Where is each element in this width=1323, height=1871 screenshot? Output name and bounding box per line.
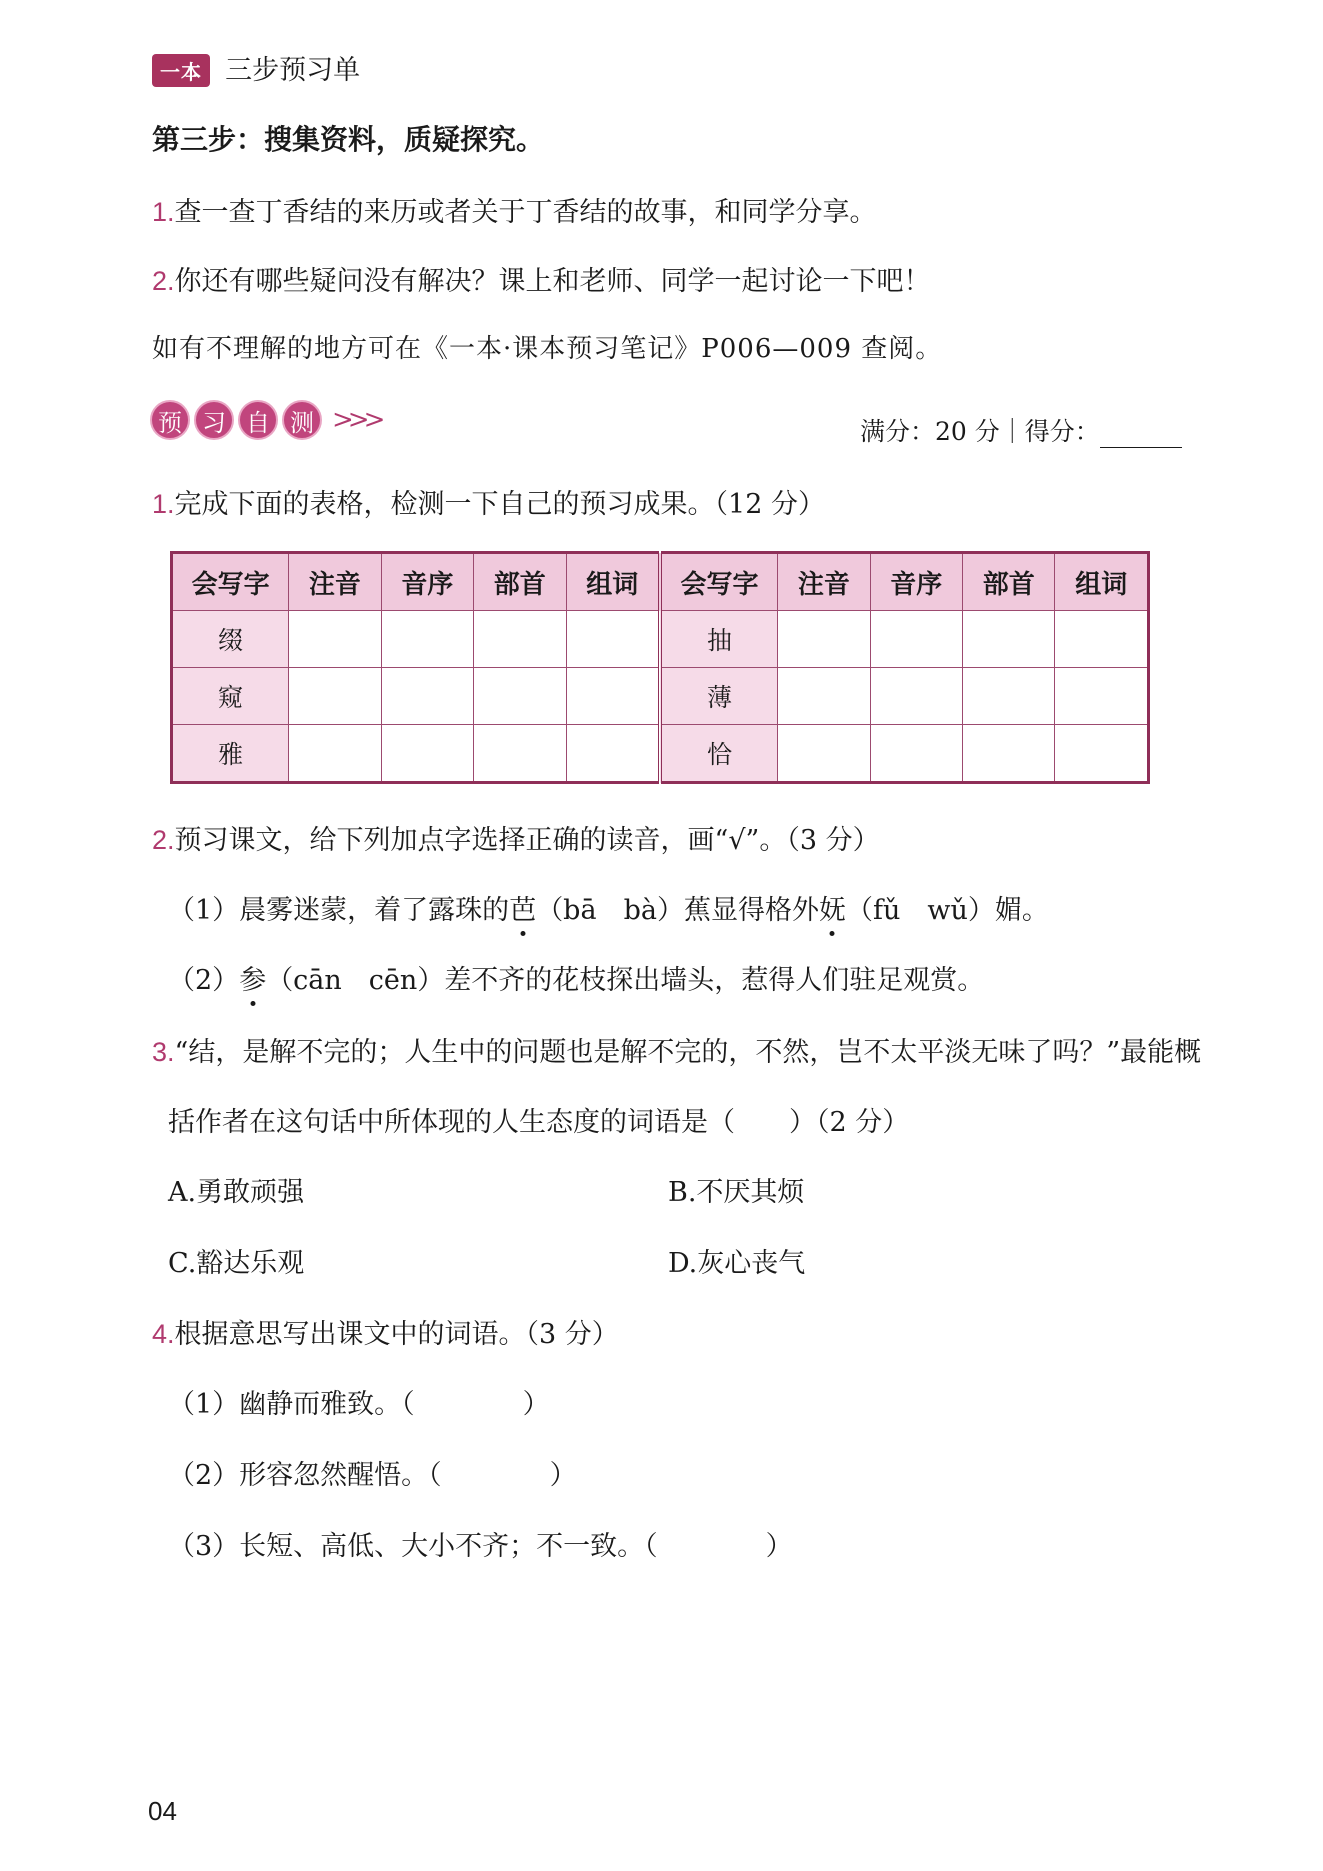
step3-q1: 1.查一查丁香结的来历或者关于丁香结的故事，和同学分享。 — [152, 197, 877, 228]
table-header: 部首 — [963, 553, 1055, 611]
table-header: 组词 — [1055, 553, 1149, 611]
table-header: 会写字 — [660, 553, 778, 611]
q1-title: 1.完成下面的表格，检测一下自己的预习成果。（12 分） — [152, 489, 825, 520]
q3-text-line2: 括作者在这句话中所体现的人生态度的词语是（ ）（2 分） — [168, 1107, 910, 1138]
table-header-row — [172, 553, 1149, 611]
header-title: 三步预习单 — [225, 55, 361, 85]
logo: 一本 — [152, 54, 210, 87]
step3-heading: 第三步：搜集资料，质疑探究。 — [152, 124, 545, 155]
dotted-char: 芭 — [509, 895, 537, 926]
answer-cell[interactable] — [289, 611, 381, 668]
answer-cell[interactable] — [474, 668, 566, 725]
answer-cell[interactable] — [381, 611, 473, 668]
preview-table — [170, 551, 1150, 784]
table-cell-char: 恰 — [660, 725, 778, 783]
answer-cell[interactable] — [1055, 725, 1149, 783]
dotted-char: 妩 — [818, 895, 846, 926]
chevron-right-icon: >>> — [332, 405, 380, 435]
answer-cell[interactable] — [381, 725, 473, 783]
answer-cell[interactable] — [289, 668, 381, 725]
dotted-char: 参 — [239, 965, 267, 996]
table-cell-char: 窥 — [172, 668, 289, 725]
answer-cell[interactable] — [870, 611, 962, 668]
table-header: 部首 — [474, 553, 566, 611]
table-cell-char: 缀 — [172, 611, 289, 668]
table-header: 组词 — [566, 553, 660, 611]
answer-cell[interactable] — [381, 668, 473, 725]
answer-cell[interactable] — [1055, 611, 1149, 668]
answer-cell[interactable] — [566, 725, 660, 783]
answer-cell[interactable] — [474, 725, 566, 783]
table-cell-char: 薄 — [660, 668, 778, 725]
q2-title: 2.预习课文，给下列加点字选择正确的读音，画“√”。（3 分） — [152, 825, 880, 856]
self-test-badge: 预 习 自 测 >>> — [150, 400, 379, 440]
answer-cell[interactable] — [289, 725, 381, 783]
answer-cell[interactable] — [870, 725, 962, 783]
header — [152, 48, 360, 87]
table-header: 注音 — [289, 553, 381, 611]
answer-cell[interactable] — [778, 611, 870, 668]
answer-cell[interactable] — [566, 611, 660, 668]
table-row — [172, 725, 1149, 783]
option-d[interactable]: D.灰心丧气 — [668, 1248, 806, 1279]
table-header: 音序 — [870, 553, 962, 611]
q2-sentence-2: （2）参（cān cēn）差不齐的花枝探出墙头，惹得人们驻足观赏。 — [168, 965, 985, 996]
table-cell-char: 雅 — [172, 725, 289, 783]
table-header: 音序 — [381, 553, 473, 611]
answer-cell[interactable] — [474, 611, 566, 668]
answer-cell[interactable] — [963, 668, 1055, 725]
option-b[interactable]: B.不厌其烦 — [668, 1177, 805, 1208]
q4-item-1[interactable]: （1）幽静而雅致。（ ） — [168, 1389, 550, 1420]
option-a[interactable]: A.勇敢顽强 — [168, 1177, 305, 1208]
table-row — [172, 611, 1149, 668]
table-header: 会写字 — [172, 553, 289, 611]
step3-q2: 2.你还有哪些疑问没有解决？课上和老师、同学一起讨论一下吧！ — [152, 266, 931, 297]
score-label: 满分：20 分｜得分： — [860, 412, 1182, 448]
answer-cell[interactable] — [566, 668, 660, 725]
answer-cell[interactable] — [778, 725, 870, 783]
table-row — [172, 668, 1149, 725]
q2-sentence-1: （1）晨雾迷蒙，着了露珠的芭（bā bà）蕉显得格外妩（fǔ wǔ）媚。 — [168, 895, 1049, 926]
q3-text-line1: 3.“结，是解不完的；人生中的问题也是解不完的，不然，岂不太平淡无味了吗？”最能概 — [152, 1037, 1202, 1068]
table-cell-char: 抽 — [660, 611, 778, 668]
q4-item-3[interactable]: （3）长短、高低、大小不齐；不一致。（ ） — [168, 1531, 793, 1562]
q4-title: 4.根据意思写出课文中的词语。（3 分） — [152, 1319, 619, 1350]
step3-note: 如有不理解的地方可在《一本·课本预习笔记》P006—009 查阅。 — [152, 334, 943, 364]
option-c[interactable]: C.豁达乐观 — [168, 1248, 305, 1279]
page-number: 04 — [148, 1796, 177, 1826]
table-header: 注音 — [778, 553, 870, 611]
q4-item-2[interactable]: （2）形容忽然醒悟。（ ） — [168, 1460, 577, 1491]
answer-cell[interactable] — [778, 668, 870, 725]
answer-cell[interactable] — [963, 611, 1055, 668]
answer-cell[interactable] — [870, 668, 962, 725]
answer-cell[interactable] — [1055, 668, 1149, 725]
answer-cell[interactable] — [963, 725, 1055, 783]
